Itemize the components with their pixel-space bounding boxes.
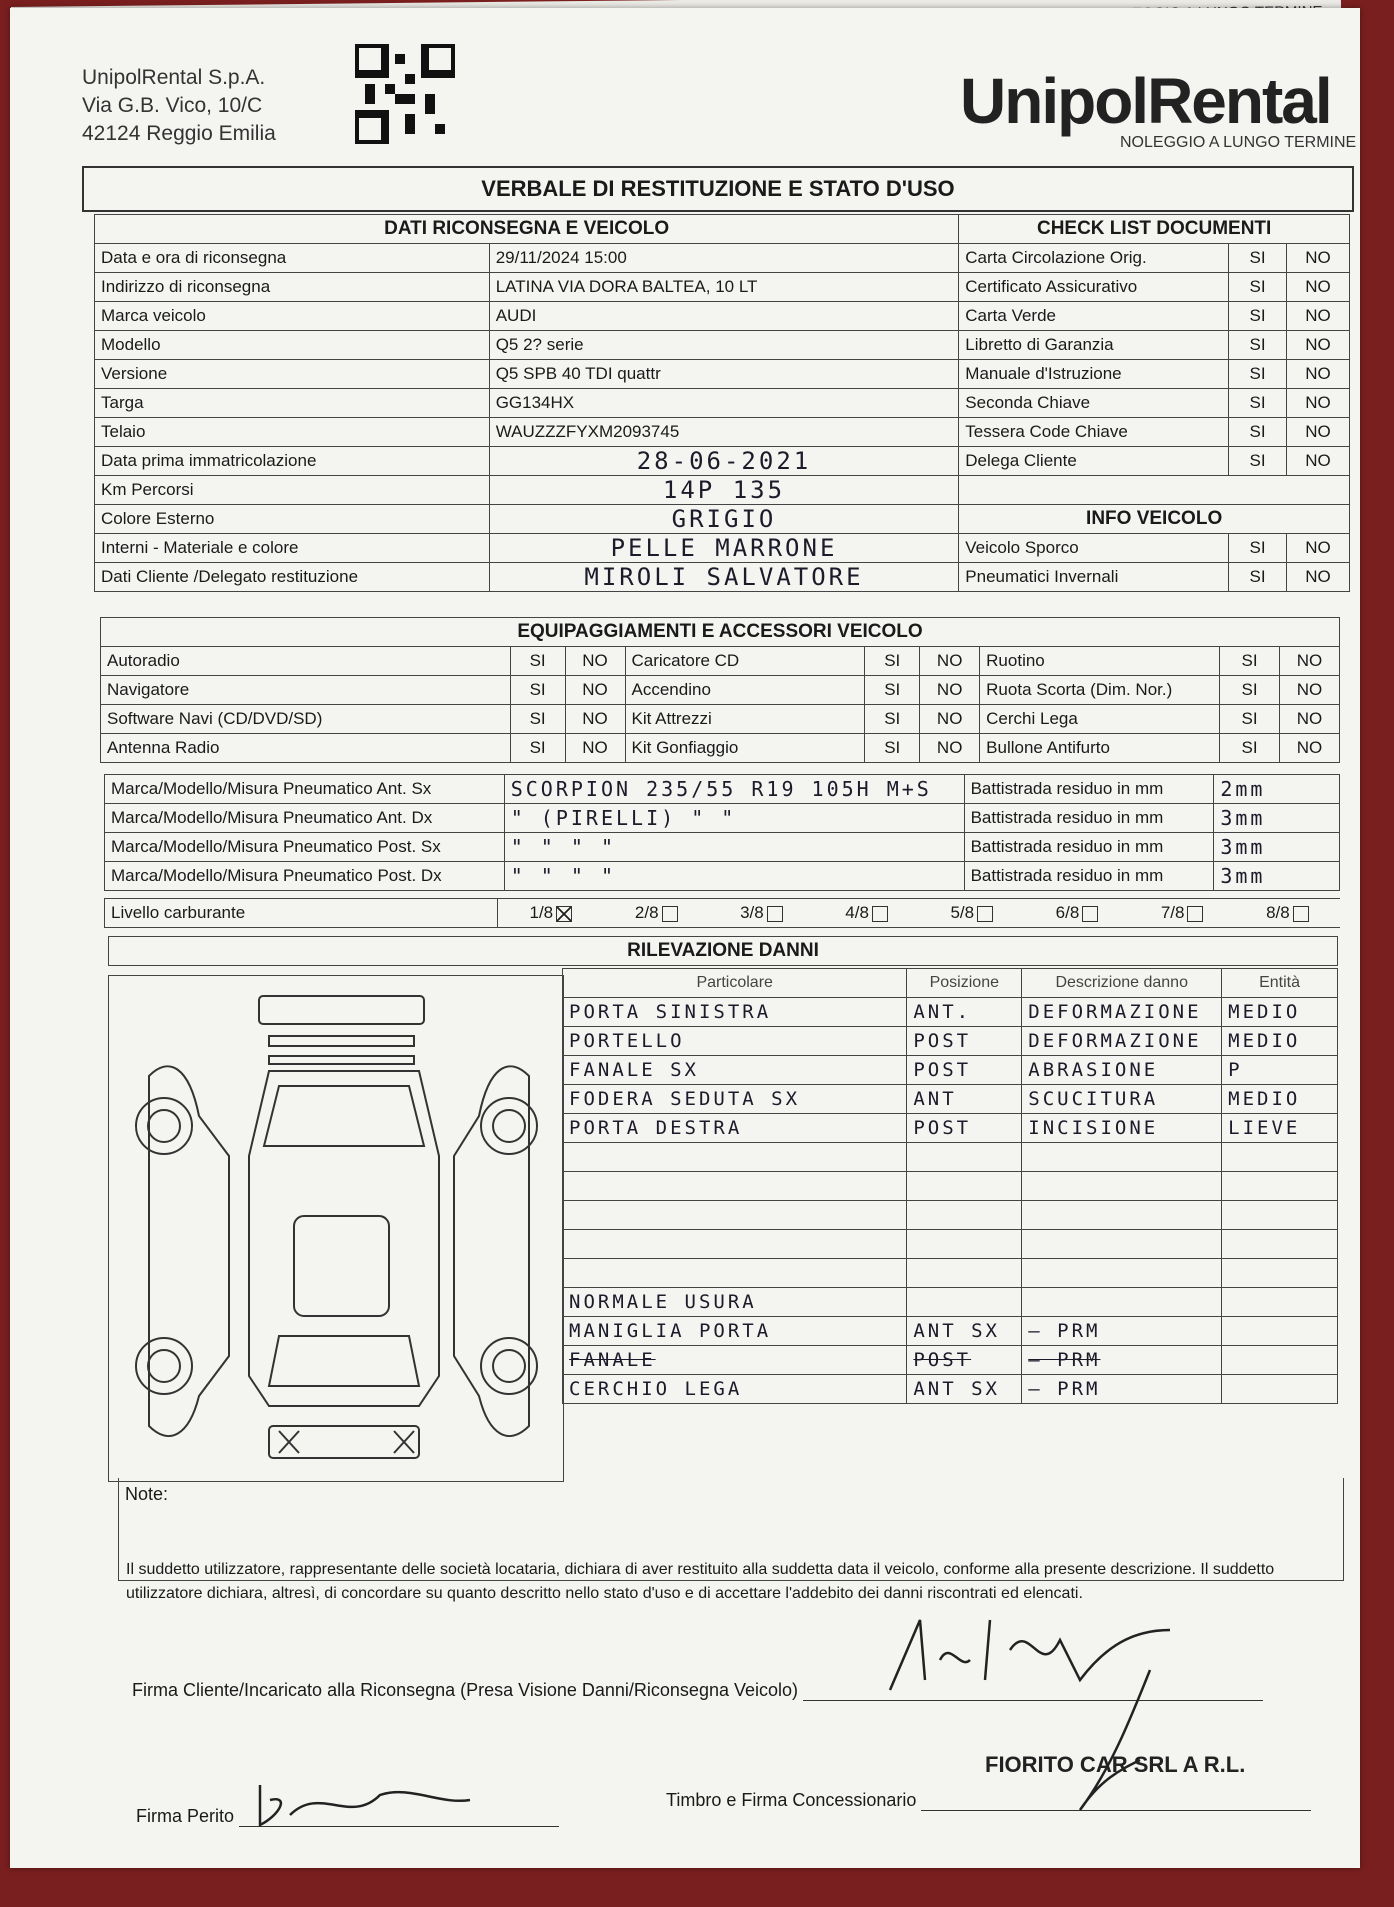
- checklist-label: Tessera Code Chiave: [959, 418, 1229, 447]
- damage-cell: [1022, 1172, 1222, 1201]
- dati-value: 14P 135: [489, 476, 959, 505]
- carburante-table: [104, 898, 1340, 928]
- damage-row: [563, 1056, 1338, 1085]
- equip-label: Bullone Antifurto: [980, 734, 1220, 763]
- client-signature-label: Firma Cliente/Incaricato alla Riconsegna (Presa Visione Danni/Riconsegna Veicolo): [132, 1680, 799, 1700]
- company-address-block: [82, 64, 276, 148]
- company-logo: UnipolRental: [960, 65, 1331, 137]
- damage-cell: LIEVE: [1222, 1114, 1338, 1143]
- fuel-checkbox[interactable]: [1293, 906, 1309, 922]
- damage-cell: CERCHIO LEGA: [563, 1375, 907, 1404]
- dati-row: [95, 331, 1350, 360]
- damage-cell: SCUCITURA: [1022, 1085, 1222, 1114]
- dati-value: MIROLI SALVATORE: [489, 563, 959, 592]
- equip-label: Antenna Radio: [101, 734, 511, 763]
- damage-cell: POST: [907, 1056, 1022, 1085]
- dati-value: 29/11/2024 15:00: [489, 244, 959, 273]
- damage-cell: MANIGLIA PORTA: [563, 1317, 907, 1346]
- checklist-label: Carta Circolazione Orig.: [959, 244, 1229, 273]
- damage-row: [563, 1375, 1338, 1404]
- fuel-level-label: 1/8: [529, 903, 554, 922]
- fuel-label: Livello carburante: [105, 899, 498, 928]
- equip-si: SI: [510, 676, 565, 705]
- equip-row: [101, 676, 1340, 705]
- dati-label: Data e ora di riconsegna: [95, 244, 490, 273]
- damage-column-header: Descrizione danno: [1022, 969, 1222, 998]
- form-title: VERBALE DI RESTITUZIONE E STATO D'USO: [82, 166, 1354, 212]
- equip-label: Kit Gonfiaggio: [625, 734, 865, 763]
- damage-table: [562, 968, 1338, 1404]
- equip-label: Caricatore CD: [625, 647, 865, 676]
- dealer-signature-line: [666, 1790, 1311, 1811]
- checklist-si: SI: [1229, 447, 1287, 476]
- dati-value: PELLE MARRONE: [489, 534, 959, 563]
- damage-cell: POST: [907, 1027, 1022, 1056]
- damage-cell: POST: [907, 1346, 1022, 1375]
- damage-row: [563, 1259, 1338, 1288]
- dati-rows: [95, 244, 1350, 592]
- checklist-no: NO: [1287, 331, 1350, 360]
- equip-row: [101, 734, 1340, 763]
- equip-no: NO: [565, 647, 625, 676]
- qr-code-icon: [355, 44, 455, 144]
- dati-value: Q5 2? serie: [489, 331, 959, 360]
- tread-value: 3mm: [1214, 833, 1340, 862]
- damage-cell: [907, 1259, 1022, 1288]
- fuel-level[interactable]: [498, 899, 604, 928]
- checklist-no: NO: [1287, 244, 1350, 273]
- fuel-level[interactable]: [919, 899, 1024, 928]
- tread-value: 3mm: [1214, 804, 1340, 833]
- info-si: SI: [1229, 534, 1287, 563]
- dati-label: Colore Esterno: [95, 505, 490, 534]
- checklist-no: NO: [1287, 447, 1350, 476]
- declaration-text: Il suddetto utilizzatore, rappresentante delle società locataria, dichiara di aver restituito alla suddetta data il veicolo, conforme alla presente descrizione. Il suddetto utilizzatore dichiara, altresì, di concordare su quanto descritto nello stato d'uso e di accettare l'addebito dei danni riscontrati ed elencati.: [126, 1561, 1275, 1602]
- checklist-label: Manuale d'Istruzione: [959, 360, 1229, 389]
- equip-label: Autoradio: [101, 647, 511, 676]
- equip-no: NO: [565, 705, 625, 734]
- tyre-row: [105, 862, 1340, 891]
- dati-row: [95, 360, 1350, 389]
- fuel-level[interactable]: [709, 899, 814, 928]
- damage-columns: [563, 969, 1338, 998]
- dati-value: AUDI: [489, 302, 959, 331]
- equip-si: SI: [510, 705, 565, 734]
- equip-rows: [101, 647, 1340, 763]
- dati-label: Versione: [95, 360, 490, 389]
- damage-column-header: Posizione: [907, 969, 1022, 998]
- damage-row: [563, 1172, 1338, 1201]
- fuel-level[interactable]: [604, 899, 709, 928]
- dati-row: [95, 302, 1350, 331]
- perito-signature-scribble-icon: [240, 1775, 480, 1835]
- damage-cell: [907, 1230, 1022, 1259]
- fuel-checkbox[interactable]: [662, 906, 678, 922]
- equip-label: Navigatore: [101, 676, 511, 705]
- info-no: NO: [1287, 563, 1350, 592]
- fuel-checkbox[interactable]: [556, 906, 572, 922]
- tyre-row: [105, 833, 1340, 862]
- equip-no: NO: [920, 705, 980, 734]
- car-diagram: [108, 975, 564, 1482]
- tyre-value: SCORPION 235/55 R19 105H M+S: [504, 775, 964, 804]
- dati-row: [95, 418, 1350, 447]
- checklist-label: Delega Cliente: [959, 447, 1229, 476]
- dati-row: [95, 389, 1350, 418]
- damage-cell: DEFORMAZIONE: [1022, 1027, 1222, 1056]
- tread-label: Battistrada residuo in mm: [964, 775, 1214, 804]
- equip-label: Ruotino: [980, 647, 1220, 676]
- dati-riconsegna-table: [94, 214, 1350, 592]
- damage-cell: [907, 1201, 1022, 1230]
- damage-row: [563, 1201, 1338, 1230]
- dati-label: Data prima immatricolazione: [95, 447, 490, 476]
- tread-label: Battistrada residuo in mm: [964, 804, 1214, 833]
- damage-cell: [1022, 1230, 1222, 1259]
- fuel-level[interactable]: [1130, 899, 1235, 928]
- dati-label: Indirizzo di riconsegna: [95, 273, 490, 302]
- dati-label: Interni - Materiale e colore: [95, 534, 490, 563]
- fuel-checkbox[interactable]: [767, 906, 783, 922]
- damage-row: [563, 1346, 1338, 1375]
- fuel-checkbox[interactable]: [1082, 906, 1098, 922]
- checklist-si: SI: [1229, 418, 1287, 447]
- tyre-label: Marca/Modello/Misura Pneumatico Ant. Sx: [105, 775, 505, 804]
- damage-cell: [563, 1201, 907, 1230]
- damage-rows: [563, 998, 1338, 1404]
- equip-no: NO: [565, 676, 625, 705]
- equip-si: SI: [865, 705, 920, 734]
- damage-cell: [1222, 1259, 1338, 1288]
- damage-cell: [1222, 1375, 1338, 1404]
- damage-cell: PORTELLO: [563, 1027, 907, 1056]
- fuel-level-label: 3/8: [740, 903, 764, 922]
- pneumatici-table: [104, 774, 1340, 891]
- dati-value: Q5 SPB 40 TDI quattr: [489, 360, 959, 389]
- checklist-no: NO: [1287, 273, 1350, 302]
- damage-cell: ANT SX: [907, 1375, 1022, 1404]
- damage-cell: ANT.: [907, 998, 1022, 1027]
- equip-no: NO: [565, 734, 625, 763]
- damage-cell: [563, 1172, 907, 1201]
- fuel-level[interactable]: [814, 899, 919, 928]
- equip-si: SI: [510, 734, 565, 763]
- damage-cell: PORTA DESTRA: [563, 1114, 907, 1143]
- checklist-label: Libretto di Garanzia: [959, 331, 1229, 360]
- fuel-checkbox[interactable]: [977, 906, 993, 922]
- damage-cell: MEDIO: [1222, 1085, 1338, 1114]
- checklist-label: Carta Verde: [959, 302, 1229, 331]
- equipaggiamenti-table: [100, 617, 1340, 763]
- damage-cell: [1222, 1346, 1338, 1375]
- damage-cell: [907, 1288, 1022, 1317]
- damage-cell: FANALE: [563, 1346, 907, 1375]
- checklist-empty: [959, 476, 1350, 505]
- dealer-signature-scribble-icon: [1040, 1660, 1180, 1820]
- equip-label: Software Navi (CD/DVD/SD): [101, 705, 511, 734]
- fuel-checkbox[interactable]: [1187, 906, 1203, 922]
- damage-cell: [1022, 1143, 1222, 1172]
- fuel-level-label: 4/8: [845, 903, 869, 922]
- dati-value: WAUZZZFYXM2093745: [489, 418, 959, 447]
- equip-si: SI: [1220, 705, 1280, 734]
- tyre-label: Marca/Modello/Misura Pneumatico Post. Dx: [105, 862, 505, 891]
- equip-header: EQUIPAGGIAMENTI E ACCESSORI VEICOLO: [101, 618, 1340, 647]
- dati-label: Modello: [95, 331, 490, 360]
- dati-row: [95, 244, 1350, 273]
- damage-cell: [1022, 1259, 1222, 1288]
- damage-cell: [563, 1259, 907, 1288]
- damage-cell: FANALE SX: [563, 1056, 907, 1085]
- dati-row: [95, 534, 1350, 563]
- dati-label: Km Percorsi: [95, 476, 490, 505]
- checklist-header: CHECK LIST DOCUMENTI: [959, 215, 1350, 244]
- checklist-label: Certificato Assicurativo: [959, 273, 1229, 302]
- equip-si: SI: [510, 647, 565, 676]
- damage-cell: MEDIO: [1222, 1027, 1338, 1056]
- company-address: Via G.B. Vico, 10/C: [82, 94, 263, 117]
- checklist-si: SI: [1229, 273, 1287, 302]
- damage-cell: INCISIONE: [1022, 1114, 1222, 1143]
- perito-signature-label: Firma Perito: [136, 1806, 235, 1826]
- dati-row: [95, 505, 1350, 534]
- tyre-rows: [105, 775, 1340, 891]
- fuel-level-label: 8/8: [1266, 903, 1290, 922]
- damage-cell: [1222, 1230, 1338, 1259]
- damage-cell: ANT SX: [907, 1317, 1022, 1346]
- damage-column-header: Particolare: [563, 969, 907, 998]
- tyre-value: " " " ": [504, 862, 964, 891]
- dati-row: [95, 447, 1350, 476]
- dati-row: [95, 273, 1350, 302]
- damage-cell: PORTA SINISTRA: [563, 998, 907, 1027]
- checklist-label: Seconda Chiave: [959, 389, 1229, 418]
- damage-cell: [1222, 1288, 1338, 1317]
- dati-header: DATI RICONSEGNA E VEICOLO: [95, 215, 959, 244]
- damage-cell: [1022, 1201, 1222, 1230]
- damage-cell: P: [1222, 1056, 1338, 1085]
- damage-column-header: Entità: [1222, 969, 1338, 998]
- equip-no: NO: [1279, 705, 1339, 734]
- equip-label: Accendino: [625, 676, 865, 705]
- dati-value: GG134HX: [489, 389, 959, 418]
- damage-row: [563, 1114, 1338, 1143]
- info-no: NO: [1287, 534, 1350, 563]
- damage-row: [563, 1085, 1338, 1114]
- tyre-value: " (PIRELLI) " ": [504, 804, 964, 833]
- fuel-level[interactable]: [1235, 899, 1340, 928]
- equip-si: SI: [1220, 734, 1280, 763]
- fuel-level-label: 6/8: [1055, 903, 1080, 922]
- equip-label: Cerchi Lega: [980, 705, 1220, 734]
- dealer-stamp: FIORITO CAR SRL A R.L.: [985, 1752, 1246, 1777]
- damage-cell: [907, 1172, 1022, 1201]
- company-tagline: NOLEGGIO A LUNGO TERMINE: [1120, 134, 1357, 151]
- checklist-si: SI: [1229, 244, 1287, 273]
- equip-row: [101, 705, 1340, 734]
- equip-no: NO: [1279, 647, 1339, 676]
- checklist-si: SI: [1229, 389, 1287, 418]
- dati-label: Targa: [95, 389, 490, 418]
- damage-cell: POST: [907, 1114, 1022, 1143]
- damage-cell: MEDIO: [1222, 998, 1338, 1027]
- damage-cell: NORMALE USURA: [563, 1288, 907, 1317]
- dealer-signature-label: Timbro e Firma Concessionario: [666, 1790, 917, 1810]
- dati-value: GRIGIO: [489, 505, 959, 534]
- damage-cell: FODERA SEDUTA SX: [563, 1085, 907, 1114]
- tread-value: 3mm: [1214, 862, 1340, 891]
- damage-cell: — PRM: [1022, 1375, 1222, 1404]
- equip-label: Ruota Scorta (Dim. Nor.): [980, 676, 1220, 705]
- damage-cell: [907, 1143, 1022, 1172]
- damage-cell: [563, 1143, 907, 1172]
- damage-cell: — PRM: [1022, 1317, 1222, 1346]
- checklist-si: SI: [1229, 360, 1287, 389]
- notes-label: Note:: [125, 1484, 169, 1504]
- tyre-value: " " " ": [504, 833, 964, 862]
- car-outline-icon: [109, 976, 563, 1481]
- equip-no: NO: [1279, 734, 1339, 763]
- info-label: Pneumatici Invernali: [959, 563, 1229, 592]
- info-header: INFO VEICOLO: [959, 505, 1350, 534]
- dati-value: 28-06-2021: [489, 447, 959, 476]
- info-label: Veicolo Sporco: [959, 534, 1229, 563]
- checklist-no: NO: [1287, 302, 1350, 331]
- equip-no: NO: [920, 734, 980, 763]
- tyre-label: Marca/Modello/Misura Pneumatico Post. Sx: [105, 833, 505, 862]
- equip-no: NO: [920, 647, 980, 676]
- dati-label: Dati Cliente /Delegato restituzione: [95, 563, 490, 592]
- fuel-level[interactable]: [1024, 899, 1129, 928]
- fuel-level-label: 7/8: [1160, 903, 1185, 922]
- damage-row: [563, 1230, 1338, 1259]
- equip-si: SI: [865, 647, 920, 676]
- checklist-si: SI: [1229, 331, 1287, 360]
- damage-cell: [563, 1230, 907, 1259]
- equip-no: NO: [1279, 676, 1339, 705]
- damage-cell: [1022, 1288, 1222, 1317]
- tread-label: Battistrada residuo in mm: [964, 862, 1214, 891]
- equip-si: SI: [865, 734, 920, 763]
- tyre-label: Marca/Modello/Misura Pneumatico Ant. Dx: [105, 804, 505, 833]
- equip-si: SI: [1220, 647, 1280, 676]
- damage-row: [563, 998, 1338, 1027]
- fuel-level-label: 2/8: [634, 903, 659, 922]
- equip-row: [101, 647, 1340, 676]
- dati-value: LATINA VIA DORA BALTEA, 10 LT: [489, 273, 959, 302]
- checklist-si: SI: [1229, 302, 1287, 331]
- tread-label: Battistrada residuo in mm: [964, 833, 1214, 862]
- checklist-no: NO: [1287, 418, 1350, 447]
- equip-label: Kit Attrezzi: [625, 705, 865, 734]
- fuel-level-label: 5/8: [950, 903, 975, 922]
- checklist-no: NO: [1287, 389, 1350, 418]
- dati-row: [95, 476, 1350, 505]
- equip-no: NO: [920, 676, 980, 705]
- damage-cell: — PRM: [1022, 1346, 1222, 1375]
- fuel-checkbox[interactable]: [872, 906, 888, 922]
- damage-cell: [1222, 1172, 1338, 1201]
- damage-row: [563, 1317, 1338, 1346]
- company-name: UnipolRental S.p.A.: [82, 66, 266, 89]
- company-city: 42124 Reggio Emilia: [82, 122, 276, 145]
- checklist-no: NO: [1287, 360, 1350, 389]
- dati-label: Telaio: [95, 418, 490, 447]
- fuel-row: [105, 899, 1341, 928]
- damage-cell: ABRASIONE: [1022, 1056, 1222, 1085]
- damage-cell: ANT: [907, 1085, 1022, 1114]
- equip-si: SI: [1220, 676, 1280, 705]
- damage-header: RILEVAZIONE DANNI: [109, 937, 1338, 966]
- damage-cell: [1222, 1317, 1338, 1346]
- equip-si: SI: [865, 676, 920, 705]
- damage-row: [563, 1027, 1338, 1056]
- damage-cell: [1222, 1143, 1338, 1172]
- damage-row: [563, 1288, 1338, 1317]
- damage-cell: DEFORMAZIONE: [1022, 998, 1222, 1027]
- dati-label: Marca veicolo: [95, 302, 490, 331]
- damage-row: [563, 1143, 1338, 1172]
- tyre-row: [105, 804, 1340, 833]
- tyre-row: [105, 775, 1340, 804]
- info-si: SI: [1229, 563, 1287, 592]
- rilevazione-danni-header-table: [108, 936, 1338, 966]
- dati-row: [95, 563, 1350, 592]
- damage-cell: [1222, 1201, 1338, 1230]
- tread-value: 2mm: [1214, 775, 1340, 804]
